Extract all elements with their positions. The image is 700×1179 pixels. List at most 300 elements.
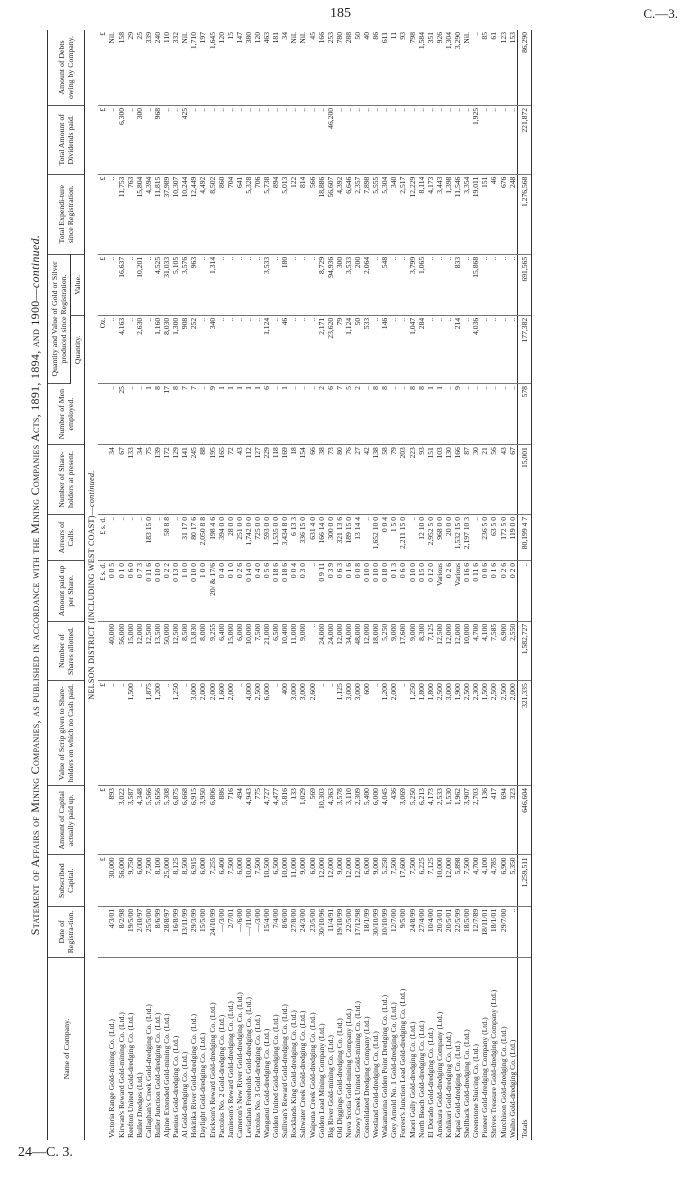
cell-arrears: 198 4 6	[208, 514, 217, 560]
cell-value: 2,064	[362, 254, 371, 315]
cell-arrears: ..	[126, 514, 135, 560]
cell-date: 9/5/00	[398, 906, 407, 957]
table-row	[499, 30, 508, 1140]
cell-scrip: 1,250	[171, 681, 180, 786]
table-row	[408, 30, 417, 1140]
cell-quantity: 146	[380, 315, 389, 383]
table-row	[153, 30, 162, 1140]
cell-scrip: 2,000	[389, 681, 398, 786]
cell-name: Greenstone Sluicing Co. (Ltd.)	[471, 1044, 481, 1138]
cell-scrip: 1,500	[480, 681, 489, 786]
cell-men: 8	[380, 384, 389, 445]
cell-dividends: ..	[508, 105, 518, 174]
cell-men: 2	[317, 384, 326, 445]
cell-date: 30/10/96	[317, 906, 326, 957]
cell-value: ..	[289, 254, 298, 315]
cell-per-share: 0 10 0	[408, 560, 417, 621]
cell-quantity: ..	[289, 315, 298, 383]
cell-date: 8/6/99	[153, 906, 162, 957]
cell-date: 19/5/00	[126, 906, 135, 957]
cell-scrip: 2,500	[253, 681, 262, 786]
cell-holders: 103	[435, 445, 444, 515]
cell-expend: 5,555	[371, 174, 380, 254]
header-debts: Amount of Debts owing by Company.	[48, 30, 85, 105]
table-row	[280, 30, 289, 1140]
cell-scrip: 1,800	[426, 681, 435, 786]
cell-date: 15/4/00	[262, 906, 271, 957]
cell-scrip: 1,200	[153, 681, 162, 786]
cell-men: 25	[117, 384, 126, 445]
cell-quantity: ..	[217, 315, 226, 383]
cell-quantity: ..	[398, 315, 407, 383]
cell-dividends: ..	[499, 105, 508, 174]
cell-capital: 7,500	[144, 855, 153, 906]
cell-quantity: ..	[107, 315, 116, 383]
cell-debts: 120	[217, 30, 226, 105]
cell-expend: 641	[235, 174, 244, 254]
cell-date: ..	[508, 906, 518, 957]
cell-men: ..	[480, 384, 489, 445]
page-reference: C.—3.	[643, 6, 678, 21]
cell-dividends: ..	[489, 105, 498, 174]
cell-debts: 25	[135, 30, 144, 105]
cell-date: 27/4/00	[417, 906, 426, 957]
cell-date: 18/11/01	[480, 906, 489, 957]
cell-per-share: 0 0 4	[289, 560, 298, 621]
cell-debts: 86	[371, 30, 380, 105]
cell-name: Westland Gold-dredging Co. (Ltd.)	[371, 1031, 381, 1138]
cell-capital: 12,000	[353, 855, 362, 906]
cell-shares: 2,550	[508, 621, 518, 680]
table-row	[480, 30, 489, 1140]
header-men: Number of Men employed.	[48, 384, 85, 445]
cell-expend: 151	[480, 174, 489, 254]
cell-capital: 17,600	[398, 855, 407, 906]
cell-quantity: 1,300	[171, 315, 180, 383]
cell-shares: 9,000	[389, 621, 398, 680]
cell-men: 8	[171, 384, 180, 445]
cell-scrip: 3,000	[344, 681, 353, 786]
cell-expend: 248	[508, 174, 518, 254]
cell-expend: ..	[107, 174, 116, 254]
table-row	[317, 30, 326, 1140]
cell-capital: 6,000	[362, 855, 371, 906]
cell-shares: 17,600	[398, 621, 407, 680]
cell-name: Victoria Range Gold-mining Co. (Ltd.)	[107, 1019, 117, 1138]
cell-quantity: 1,124	[262, 315, 271, 383]
cell-holders: 151	[426, 445, 435, 515]
cell-debts: 120	[253, 30, 262, 105]
cell-date: 16/8/99	[171, 906, 180, 957]
cell-holders: 67	[117, 445, 126, 515]
cell-men: ..	[444, 384, 453, 445]
table-row	[217, 30, 226, 1140]
cell-name: Big River Gold-mining Co. (Ltd.)	[325, 1035, 335, 1138]
cell-expend: 340	[389, 174, 398, 254]
cell-paid-up: 5,566	[144, 786, 153, 855]
cell-scrip: 1,600	[217, 681, 226, 786]
cell-expend: 706	[253, 174, 262, 254]
cell-arrears: 189 15 0	[344, 514, 353, 560]
cell-holders: 169	[280, 445, 289, 515]
cell-date: 22/5/99	[453, 906, 462, 957]
cell-arrears: 31 17 0	[180, 514, 189, 560]
cell-shares: 13,830	[189, 621, 198, 680]
cell-debts: 123	[499, 30, 508, 105]
cell-paid-up: 716	[226, 786, 235, 855]
cell-holders: 38	[317, 445, 326, 515]
table-row	[308, 30, 317, 1140]
cell-shares: 6,400	[217, 621, 226, 680]
totals-shares: 1,582,727	[517, 621, 531, 680]
cell-per-share: 0 11 6	[471, 560, 480, 621]
cell-dividends: ..	[389, 105, 398, 174]
header-date: Date of Registra-tion.	[48, 906, 85, 957]
cell-date: 23/5/00	[308, 906, 317, 957]
cell-value: 1,314	[208, 254, 217, 315]
cell-holders: 229	[262, 445, 271, 515]
cell-holders: 18	[289, 445, 298, 515]
cell-shares: 9,000	[408, 621, 417, 680]
cell-shares: 12,500	[144, 621, 153, 680]
cell-arrears: 0 0 4	[380, 514, 389, 560]
cell-dividends: ..	[253, 105, 262, 174]
cell-per-share: 0 18 6	[271, 560, 280, 621]
cell-dividends: ..	[335, 105, 344, 174]
cell-scrip: 2,000	[198, 681, 207, 786]
cell-paid-up: 2,703	[471, 786, 480, 855]
cell-per-share: Various	[453, 560, 462, 621]
cell-quantity: 1,124	[344, 315, 353, 383]
cell-men: 1	[253, 384, 262, 445]
cell-value: 16,637	[117, 254, 126, 315]
cell-name: Leviathan Freeholds Gold-dredging Co. (Ltd.)	[243, 997, 253, 1138]
cell-shares: 34,000	[344, 621, 353, 680]
cell-value: ..	[107, 254, 116, 315]
cell-value: ..	[308, 254, 317, 315]
cell-expend: 3,443	[435, 174, 444, 254]
cell-shares: 24,000	[317, 621, 326, 680]
cell-men: ..	[508, 384, 518, 445]
cell-date: 24/10/99	[208, 906, 217, 957]
cell-debts: Nil.	[462, 30, 471, 105]
cell-paid-up: 5,250	[408, 786, 417, 855]
cell-holders: 34	[135, 445, 144, 515]
cell-debts: 926	[435, 30, 444, 105]
cell-per-share: 0 6 3	[335, 560, 344, 621]
cell-debts: Nil.	[180, 30, 189, 105]
cell-arrears: 3,434 8 0	[280, 514, 289, 560]
cell-date: 15/5/00	[198, 906, 207, 957]
cell-paid-up: 4,477	[271, 786, 280, 855]
totals-holders: 15,001	[517, 445, 531, 515]
cell-shares: 11,000	[289, 621, 298, 680]
cell-paid-up: 323	[508, 786, 518, 855]
cell-expend: 2,357	[353, 174, 362, 254]
table-row	[380, 30, 389, 1140]
cell-per-share: 0 3 0	[298, 560, 307, 621]
cell-men: ..	[289, 384, 298, 445]
cell-date: 10/4/00	[426, 906, 435, 957]
cell-expend: 4,173	[426, 174, 435, 254]
cell-value: ..	[508, 254, 518, 315]
cell-paid-up: 6,915	[189, 786, 198, 855]
cell-name: Hokitika River Gold-dredging Co. (Ltd.)	[189, 1013, 199, 1138]
cell-debts: 1,304	[444, 30, 453, 105]
cell-per-share: 0 18 6	[280, 560, 289, 621]
cell-per-share: 0 4 0	[217, 560, 226, 621]
cell-scrip: 2,000	[226, 681, 235, 786]
cell-men: 8	[417, 384, 426, 445]
cell-shares: 15,000	[126, 621, 135, 680]
cell-scrip: ..	[326, 681, 335, 786]
cell-scrip: ..	[371, 681, 380, 786]
cell-capital: 7,500	[226, 855, 235, 906]
cell-men: 1	[144, 384, 153, 445]
cell-debts: 780	[335, 30, 344, 105]
cell-date: —/6/00	[235, 906, 244, 957]
cell-scrip: ..	[180, 681, 189, 786]
cell-expend: 5,013	[280, 174, 289, 254]
cell-name: Nova Scotia Gold-mining Company (Ltd.)	[343, 1008, 353, 1138]
cell-expend: 763	[126, 174, 135, 254]
cell-per-share: 0 18 0	[380, 560, 389, 621]
cell-date: 18/1/99	[362, 906, 371, 957]
cell-expend: 814	[298, 174, 307, 254]
cell-quantity: 50	[353, 315, 362, 383]
cell-debts: 332	[171, 30, 180, 105]
cell-date: 30/10/99	[371, 906, 380, 957]
totals-men: 578	[517, 384, 531, 445]
cell-holders: 195	[208, 445, 217, 515]
table-row	[180, 30, 189, 1140]
cell-arrears: 12 10 0	[417, 514, 426, 560]
cell-value: 8,729	[317, 254, 326, 315]
cell-paid-up: 1,029	[298, 786, 307, 855]
cell-arrears: ..	[107, 514, 116, 560]
cell-per-share: ..	[308, 560, 317, 621]
cell-dividends: ..	[208, 105, 217, 174]
cell-scrip: 2,600	[308, 681, 317, 786]
cell-quantity: ..	[444, 315, 453, 383]
cell-arrears: 1,742 0 0	[244, 514, 253, 560]
cell-value: 3,799	[408, 254, 417, 315]
cell-dividends: ..	[144, 105, 153, 174]
cell-arrears: 321 13 6	[335, 514, 344, 560]
cell-men: ..	[107, 384, 116, 445]
cell-expend: 7,898	[362, 174, 371, 254]
cell-scrip: ..	[107, 681, 116, 786]
cell-arrears: 80 17 6	[189, 514, 198, 560]
cell-expend: 11,546	[453, 174, 462, 254]
cell-capital: 56,000	[117, 855, 126, 906]
cell-date: 10/10/99	[380, 906, 389, 957]
cell-date: 4/3/01	[107, 906, 116, 957]
table-row	[362, 30, 371, 1140]
cell-quantity: ..	[144, 315, 153, 383]
cell-per-share: 0 2 6	[499, 560, 508, 621]
cell-shares: 10,000	[244, 621, 253, 680]
cell-paid-up: 6,806	[208, 786, 217, 855]
cell-holders: 76	[344, 445, 353, 515]
table-row	[262, 30, 271, 1140]
cell-date: 22/5/00	[344, 906, 353, 957]
cell-value: ..	[480, 254, 489, 315]
totals-per-share: ..	[517, 560, 531, 621]
cell-per-share: 0 0 6	[480, 560, 489, 621]
district-row	[85, 30, 99, 1140]
cell-men: 8	[153, 384, 162, 445]
cell-debts: 798	[408, 30, 417, 105]
cell-date: 19/10/99	[335, 906, 344, 957]
cell-expend: 11,815	[153, 174, 162, 254]
cell-shares: 7,125	[426, 621, 435, 680]
cell-capital: 4,100	[480, 855, 489, 906]
cell-date: 20/3/01	[435, 906, 444, 957]
cell-per-share: Various	[435, 560, 444, 621]
unit-quantity: Oz.	[98, 315, 107, 383]
cell-quantity: 1,160	[153, 315, 162, 383]
cell-arrears: 119 0 0	[508, 514, 518, 560]
cell-arrears: 236 5 0	[480, 514, 489, 560]
cell-debts: 240	[153, 30, 162, 105]
cell-shares: 8,500	[180, 621, 189, 680]
cell-men: 1	[244, 384, 253, 445]
cell-holders: 67	[508, 445, 518, 515]
cell-scrip: 2,500	[462, 681, 471, 786]
cell-dividends: ..	[426, 105, 435, 174]
cell-date: 24/8/99	[408, 906, 417, 957]
cell-scrip: 4,000	[244, 681, 253, 786]
cell-quantity: ..	[235, 315, 244, 383]
cell-scrip: 1,875	[144, 681, 153, 786]
cell-holders: 34	[107, 445, 116, 515]
cell-value: 3,533	[344, 254, 353, 315]
cell-dividends: ..	[453, 105, 462, 174]
cell-men: 7	[180, 384, 189, 445]
cell-date: 29/3/99	[189, 906, 198, 957]
cell-shares: 4,100	[480, 621, 489, 680]
cell-date: —/11/00	[244, 906, 253, 957]
cell-capital: 4,700	[471, 855, 480, 906]
cell-arrears: ..	[171, 514, 180, 560]
cell-per-share: 0 13 0	[171, 560, 180, 621]
cell-per-share: 0 1 0	[226, 560, 235, 621]
cell-name: Kohikuri Gold-dredging Co. (Ltd.)	[443, 1031, 453, 1138]
cell-name: Murchison Gold-dredging Co. (Ltd.)	[498, 1026, 508, 1138]
cell-arrears: ..	[135, 514, 144, 560]
cell-arrears: ..	[362, 514, 371, 560]
cell-holders: 165	[217, 445, 226, 515]
cell-value: ..	[298, 254, 307, 315]
district-suffix: continued.	[87, 470, 97, 507]
cell-debts: 110	[162, 30, 171, 105]
cell-name: Paenius Gold-dredging Co. (Ltd.)	[171, 1035, 181, 1138]
cell-name: Callaghan's Creek Gold-dredging Co. (Ltd.)	[143, 1004, 153, 1138]
cell-date: —/3/00	[253, 906, 262, 957]
cell-quantity: 4,036	[471, 315, 480, 383]
cell-capital: 7,500	[462, 855, 471, 906]
cell-quantity: 8,030	[162, 315, 171, 383]
cell-holders: 30	[471, 445, 480, 515]
cell-holders: 154	[298, 445, 307, 515]
cell-arrears: ..	[117, 514, 126, 560]
header-scrip: Value of Scrip given to Share-holders on which no Cash paid.	[48, 681, 85, 786]
cell-date: 17/12/98	[353, 906, 362, 957]
cell-arrears: 1,652 10 0	[371, 514, 380, 560]
cell-quantity: ..	[226, 315, 235, 383]
cell-capital: 5,350	[508, 855, 518, 906]
cell-expend: 5,328	[244, 174, 253, 254]
cell-paid-up: 436	[389, 786, 398, 855]
cell-men: ..	[308, 384, 317, 445]
cell-holders: 127	[253, 445, 262, 515]
cell-debts: 29	[126, 30, 135, 105]
caption-main: Statement of Affairs of Mining Companies, as published in accordance with the Mining Companies Acts, 1891, 1894, and 1900—	[28, 288, 42, 936]
cell-per-share: 0 2 6	[444, 560, 453, 621]
cell-date: 11/4/91	[326, 906, 335, 957]
cell-value: ..	[226, 254, 235, 315]
cell-date: —/3/00	[217, 906, 226, 957]
cell-debts: 339	[144, 30, 153, 105]
table-row	[417, 30, 426, 1140]
cell-scrip: 1,500	[126, 681, 135, 786]
unit-dividends: £	[98, 105, 107, 174]
cell-dividends: 425	[180, 105, 189, 174]
cell-scrip: ..	[162, 681, 171, 786]
cell-shares: 8,300	[417, 621, 426, 680]
cell-holders: 56	[489, 445, 498, 515]
cell-per-share: 0 10 0	[362, 560, 371, 621]
cell-dividends: ..	[308, 105, 317, 174]
cell-debts: 147	[235, 30, 244, 105]
cell-dividends: ..	[198, 105, 207, 174]
cell-name: Wakamarina Golden Point Dredging Co. (Ltd.)	[380, 994, 390, 1138]
table-row	[244, 30, 253, 1140]
cell-paid-up: 4,348	[135, 786, 144, 855]
cell-quantity: ..	[308, 315, 317, 383]
cell-paid-up: 3,578	[335, 786, 344, 855]
cell-debts: 253	[326, 30, 335, 105]
cell-name: Maori Gully Gold-dredging Co. (Ltd.)	[407, 1021, 417, 1138]
cell-arrears: 2,211 15 0	[398, 514, 407, 560]
cell-paid-up: 5,656	[153, 786, 162, 855]
unit-debts: £	[98, 30, 107, 105]
cell-dividends: ..	[235, 105, 244, 174]
cell-holders: 73	[326, 445, 335, 515]
cell-expend: 676	[499, 174, 508, 254]
cell-name: Cameron's New River Gold-dredging Co. (Ltd.)	[234, 992, 244, 1138]
cell-shares: 50,000	[162, 621, 171, 680]
table-row	[389, 30, 398, 1140]
table-row	[144, 30, 153, 1140]
cell-dividends: ..	[171, 105, 180, 174]
cell-quantity: 2,171	[317, 315, 326, 383]
cell-paid-up: 1,530	[444, 786, 453, 855]
cell-scrip: 2,300	[471, 681, 480, 786]
header-expenditure: Total Expendi-ture since Registration.	[48, 174, 85, 254]
cell-debts: 166	[317, 30, 326, 105]
cell-men: ..	[462, 384, 471, 445]
cell-arrears: 300 0 0	[326, 514, 335, 560]
totals-debts: 86,290	[517, 30, 531, 105]
cell-per-share: 0 10 0	[371, 560, 380, 621]
cell-holders: 79	[389, 445, 398, 515]
cell-per-share: 0 2 0	[508, 560, 518, 621]
cell-name: Consolidated Dredging Company (Ltd.)	[362, 1016, 372, 1138]
cell-scrip: 600	[362, 681, 371, 786]
cell-value: ..	[462, 254, 471, 315]
